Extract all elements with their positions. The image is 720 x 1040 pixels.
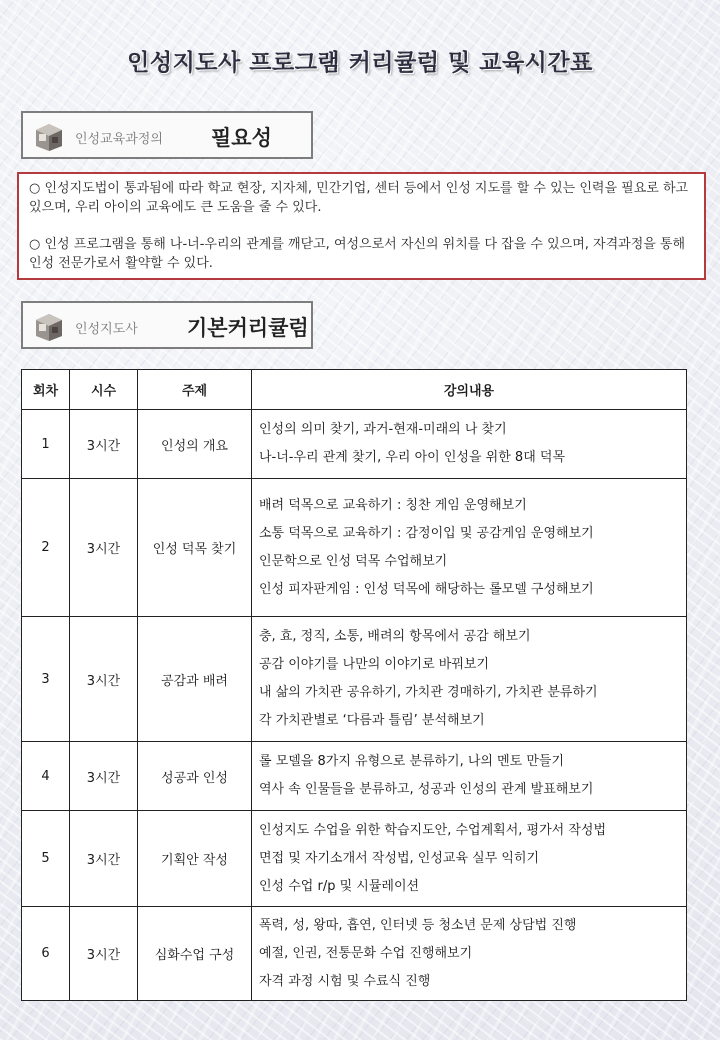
- content-line: 인문학으로 인성 덕목 수업해보기: [259, 553, 448, 569]
- cell-topic: 성공과 인성: [138, 742, 252, 811]
- content-line: 예절, 인권, 전통문화 수업 진행해보기: [259, 945, 473, 961]
- cell-session: 1: [22, 410, 70, 479]
- section-header-necessity: [21, 111, 313, 159]
- section-header-curriculum: [21, 301, 313, 349]
- cell-session: 6: [22, 907, 70, 1001]
- cell-content: [252, 410, 687, 479]
- content-line: 내 삶의 가치관 공유하기, 가치관 경매하기, 가치관 분류하기: [259, 685, 598, 700]
- content-line: 각 가치관별로 ‘다름과 틀림’ 분석해보기: [259, 713, 485, 728]
- blocks-logo-icon: [33, 120, 65, 152]
- cell-session: 2: [22, 479, 70, 617]
- header-topic: 주제: [138, 370, 252, 410]
- table-row: [22, 617, 687, 742]
- page-title: 인성지도사 프로그램 커리큘럼 및 교육시간표: [127, 50, 593, 76]
- cell-content: [252, 742, 687, 811]
- content-line: 충, 효, 정직, 소통, 배려의 항목에서 공감 해보기: [259, 629, 531, 644]
- table-row: [22, 811, 687, 907]
- necessity-box: [17, 172, 706, 280]
- cell-content: [252, 479, 687, 617]
- content-line: 나-너-우리 관계 찾기, 우리 아이 인성을 위한 8대 덕목: [259, 450, 566, 465]
- necessity-paragraph: ○ 인성지도법이 통과됨에 따라 학교 현장, 지자체, 민간기업, 센터 등에서 인성 지도를 할 수 있는 인력을 필요로 하고 있으며, 우리 아이의 교육에도 큰 도움을 줄 수 있다.: [29, 181, 689, 215]
- cell-hours: 3시간: [70, 907, 138, 1001]
- cell-content: [252, 617, 687, 742]
- cell-topic: 심화수업 구성: [138, 907, 252, 1001]
- section-big-label: 필요성: [211, 126, 272, 150]
- header-session: 회차: [22, 370, 70, 410]
- cell-hours: 3시간: [70, 742, 138, 811]
- content-line: 자격 과정 시험 및 수료식 진행: [259, 973, 431, 989]
- table-row: [22, 907, 687, 1001]
- cell-topic: 기획안 작성: [138, 811, 252, 907]
- cell-topic: 공감과 배려: [138, 617, 252, 742]
- table-row: [22, 479, 687, 617]
- content-line: 배려 덕목으로 교육하기 : 칭찬 게임 운영해보기: [259, 497, 527, 513]
- cell-topic: 인성의 개요: [138, 410, 252, 479]
- cell-hours: 3시간: [70, 617, 138, 742]
- cell-hours: 3시간: [70, 811, 138, 907]
- content-line: 인성의 의미 찾기, 과거-현재-미래의 나 찾기: [259, 422, 507, 437]
- cell-hours: 3시간: [70, 479, 138, 617]
- content-line: 인성 피자판게임 : 인성 덕목에 해당하는 롤모델 구성해보기: [259, 581, 594, 597]
- curriculum-table: [21, 369, 687, 1001]
- content-line: 소통 덕목으로 교육하기 : 감정이입 및 공감게임 운영해보기: [259, 525, 594, 541]
- content-line: 면접 및 자기소개서 작성법, 인성교육 실무 익히기: [259, 850, 540, 866]
- cell-session: 3: [22, 617, 70, 742]
- header-content: 강의내용: [252, 370, 687, 410]
- cell-topic: 인성 덕목 찾기: [138, 479, 252, 617]
- content-line: 인성지도 수업을 위한 학습지도안, 수업계획서, 평가서 작성법: [259, 822, 607, 838]
- table-row: [22, 410, 687, 479]
- content-line: 인성 수업 r/p 및 시뮬레이션: [259, 878, 420, 894]
- section-small-label: 인성교육과정의: [75, 132, 163, 147]
- section-small-label: 인성지도사: [75, 322, 138, 337]
- content-line: 역사 속 인물들을 분류하고, 성공과 인성의 관계 발표해보기: [259, 782, 594, 797]
- content-line: 폭력, 성, 왕따, 흡연, 인터넷 등 청소년 문제 상담법 진행: [259, 917, 577, 933]
- cell-session: 4: [22, 742, 70, 811]
- cell-content: [252, 811, 687, 907]
- cell-hours: 3시간: [70, 410, 138, 479]
- header-hours: 시수: [70, 370, 138, 410]
- cell-session: 5: [22, 811, 70, 907]
- table-header-row: [22, 370, 687, 410]
- cell-content: [252, 907, 687, 1001]
- blocks-logo-icon: [33, 310, 65, 342]
- necessity-paragraph: ○ 인성 프로그램을 통해 나-너-우리의 관계를 깨닫고, 여성으로서 자신의 위치를 다 잡을 수 있으며, 자격과정을 통해 인성 전문가로서 활약할 수 있다.: [29, 237, 686, 271]
- content-line: 공감 이야기를 나만의 이야기로 바꿔보기: [259, 657, 490, 672]
- content-line: 롤 모델을 8가지 유형으로 분류하기, 나의 멘토 만들기: [259, 754, 565, 769]
- section-big-label: 기본커리큘럼: [187, 316, 309, 340]
- table-row: [22, 742, 687, 811]
